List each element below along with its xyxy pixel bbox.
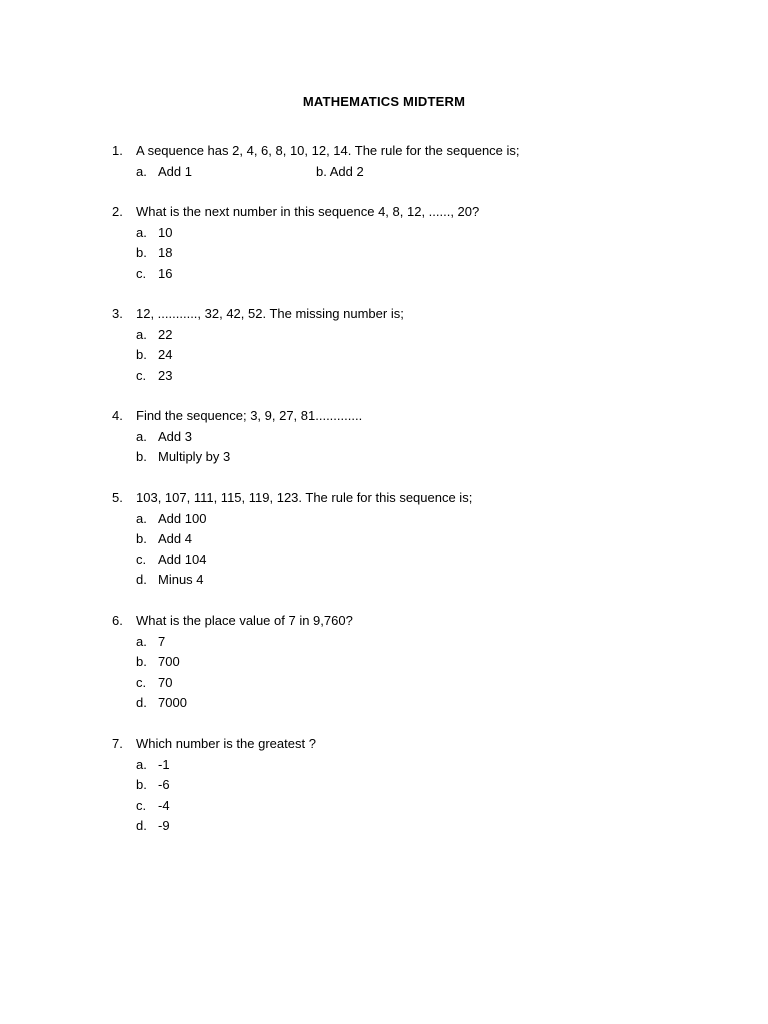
option-letter: d. bbox=[136, 572, 147, 587]
question-line bbox=[112, 734, 712, 755]
question-line bbox=[112, 141, 712, 162]
question-text: Which number is the greatest ? bbox=[136, 736, 316, 751]
question-2 bbox=[112, 202, 712, 284]
option-text: 23 bbox=[158, 367, 173, 383]
option-text: -6 bbox=[158, 777, 170, 792]
option-letter: a. bbox=[136, 163, 147, 179]
option-letter: c. bbox=[136, 551, 147, 567]
option-letter: c. bbox=[136, 367, 147, 383]
question-line bbox=[112, 202, 712, 223]
option-text: Add 1 bbox=[158, 163, 192, 179]
option-letter: c. bbox=[136, 265, 147, 281]
option-letter: c. bbox=[136, 674, 147, 690]
option-letter: b. bbox=[136, 531, 147, 546]
option-text: 18 bbox=[158, 245, 173, 260]
option-line bbox=[112, 775, 712, 796]
option-line bbox=[112, 223, 712, 244]
option-letter: a. bbox=[136, 224, 147, 240]
option-text: 70 bbox=[158, 674, 173, 690]
question-line bbox=[112, 611, 712, 632]
question-text: What is the place value of 7 in 9,760? bbox=[136, 613, 353, 628]
option-letter: a. bbox=[136, 326, 147, 342]
option-line bbox=[112, 550, 712, 571]
question-6 bbox=[112, 611, 712, 714]
question-line bbox=[112, 406, 712, 427]
question-line bbox=[112, 304, 712, 325]
question-number: 1. bbox=[112, 143, 123, 158]
question-4 bbox=[112, 406, 712, 468]
question-number: 3. bbox=[112, 306, 123, 321]
option-line bbox=[112, 796, 712, 817]
option-line bbox=[112, 529, 712, 550]
question-number: 2. bbox=[112, 204, 123, 219]
question-5 bbox=[112, 488, 712, 591]
option-letter: b. bbox=[136, 449, 147, 464]
option-text: -1 bbox=[158, 756, 170, 772]
question-7 bbox=[112, 734, 712, 837]
option-text: Add 3 bbox=[158, 428, 192, 444]
option-text: 700 bbox=[158, 654, 180, 669]
option-line bbox=[112, 162, 712, 183]
question-number: 6. bbox=[112, 613, 123, 628]
option-line bbox=[112, 673, 712, 694]
option-line bbox=[112, 509, 712, 530]
option-text: Minus 4 bbox=[158, 572, 204, 587]
option-letter: a. bbox=[136, 633, 147, 649]
option-text: Add 104 bbox=[158, 551, 207, 567]
option-line bbox=[112, 345, 712, 366]
option-text: -9 bbox=[158, 818, 170, 833]
question-text: A sequence has 2, 4, 6, 8, 10, 12, 14. The rule for the sequence is; bbox=[136, 143, 520, 158]
question-text: 103, 107, 111, 115, 119, 123. The rule for this sequence is; bbox=[136, 490, 473, 505]
option-text: 10 bbox=[158, 224, 173, 240]
option-text: Add 100 bbox=[158, 510, 207, 526]
option-text: 22 bbox=[158, 326, 173, 342]
option-text: -4 bbox=[158, 797, 170, 813]
option-line bbox=[112, 325, 712, 346]
question-text: What is the next number in this sequence 4, 8, 12, ......, 20? bbox=[136, 204, 480, 219]
question-number: 4. bbox=[112, 408, 123, 423]
option-text: 7000 bbox=[158, 695, 187, 710]
option-line bbox=[112, 693, 712, 714]
option-text: 24 bbox=[158, 347, 173, 362]
option-letter: c. bbox=[136, 797, 147, 813]
option-letter: a. bbox=[136, 756, 147, 772]
option-letter: d. bbox=[136, 818, 147, 833]
option-line bbox=[112, 570, 712, 591]
question-text: 12, ..........., 32, 42, 52. The missing number is; bbox=[136, 306, 404, 321]
option-letter: b. bbox=[136, 245, 147, 260]
question-number: 5. bbox=[112, 490, 123, 505]
question-line bbox=[112, 488, 712, 509]
option-text: 7 bbox=[158, 633, 166, 649]
option-letter: d. bbox=[136, 695, 147, 710]
option-line bbox=[112, 632, 712, 653]
option-letter: b. bbox=[136, 777, 147, 792]
option-letter: a. bbox=[136, 428, 147, 444]
option-line bbox=[112, 447, 712, 468]
option-line bbox=[112, 264, 712, 285]
option-line bbox=[112, 652, 712, 673]
question-3 bbox=[112, 304, 712, 386]
option-line bbox=[112, 816, 712, 837]
option-line bbox=[112, 366, 712, 387]
page-title: MATHEMATICS MIDTERM bbox=[302, 94, 466, 109]
option-inline: b. Add 2 bbox=[316, 163, 364, 179]
option-line bbox=[112, 755, 712, 776]
option-letter: b. bbox=[136, 654, 147, 669]
option-letter: a. bbox=[136, 510, 147, 526]
question-text: Find the sequence; 3, 9, 27, 81............. bbox=[136, 408, 363, 423]
option-line bbox=[112, 243, 712, 264]
option-text: Add 4 bbox=[158, 531, 192, 546]
option-letter: b. bbox=[136, 347, 147, 362]
question-number: 7. bbox=[112, 736, 123, 751]
question-1 bbox=[112, 141, 712, 182]
option-text: 16 bbox=[158, 265, 173, 281]
option-line bbox=[112, 427, 712, 448]
option-text: Multiply by 3 bbox=[158, 449, 231, 464]
